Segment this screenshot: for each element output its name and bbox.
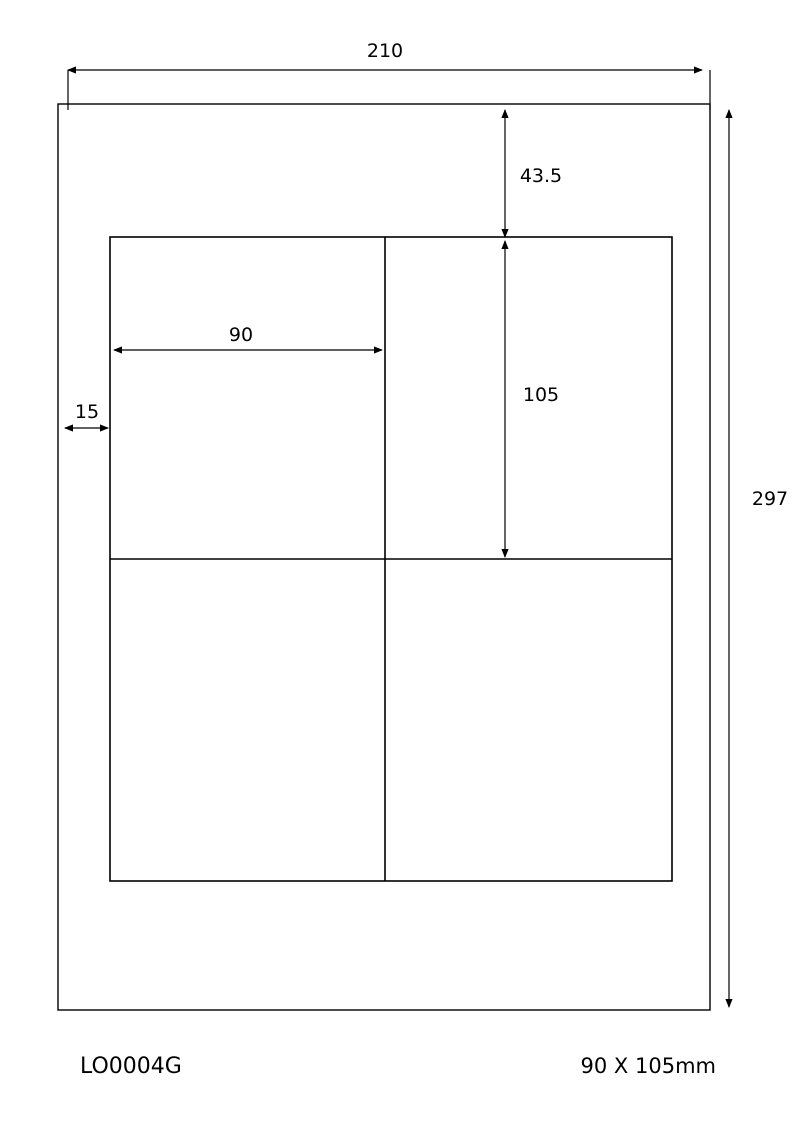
dimension-page-height-text: 297 (751, 488, 789, 510)
product-code-text: LO0004G (80, 1054, 182, 1079)
dimension-page-width-text: 210 (366, 40, 404, 62)
dimension-top-margin-text: 43.5 (519, 165, 563, 187)
dimension-label-width-text: 90 (228, 324, 254, 346)
dimension-left-margin-text: 15 (74, 401, 100, 423)
dimension-label-height-text: 105 (522, 384, 560, 406)
label-size-caption-text: 90 X 105mm (580, 1054, 716, 1078)
